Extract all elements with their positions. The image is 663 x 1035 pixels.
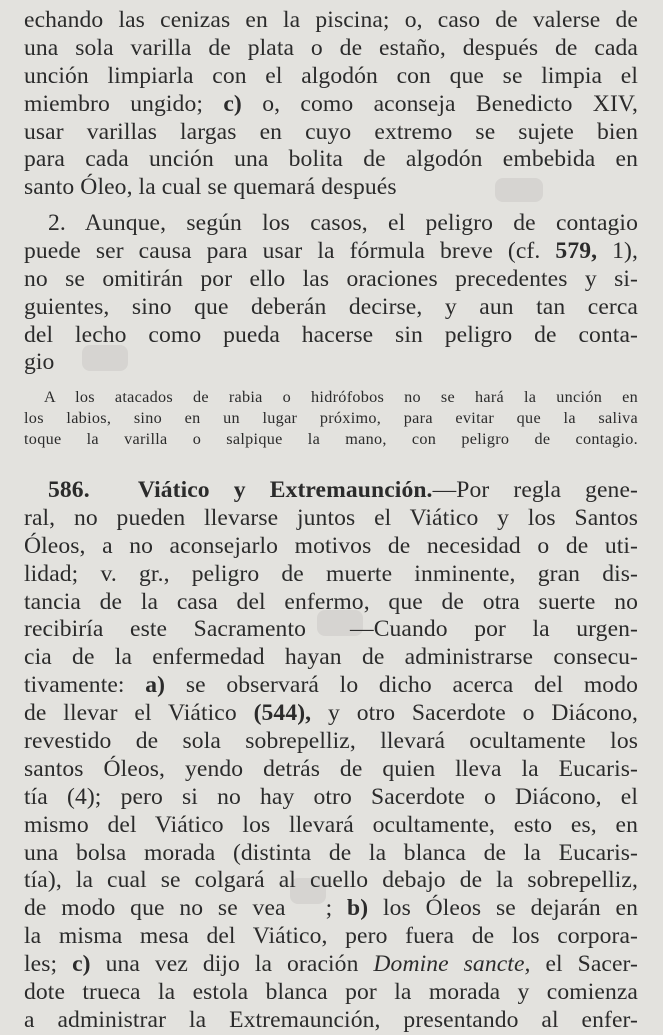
text-line: unción limpiarla con el algodón con que se limpia el bbox=[24, 62, 638, 89]
enumerator: c) bbox=[223, 90, 242, 117]
enumerator: c) bbox=[72, 951, 91, 978]
text-line: dote trueca la estola blanca por la morada y comienza bbox=[24, 979, 638, 1006]
text-line: de llevar el Viático (544), y otro Sacerdote o Diácono, bbox=[24, 700, 639, 727]
enumerator: b) bbox=[347, 895, 369, 922]
note-line: los labios, sino en un lugar próximo, para evitar que la saliva bbox=[24, 409, 638, 427]
text-line: de modo que no se vea ; b) los Óleos se dejarán en bbox=[24, 895, 638, 922]
paragraph-2 bbox=[24, 210, 638, 377]
section-586 bbox=[24, 477, 638, 1035]
text-line: para cada unción una bolita de algodón embebida en bbox=[24, 146, 638, 173]
text-line: gio bbox=[24, 349, 55, 376]
text-line: del lecho como pueda hacerse sin peligro de conta- bbox=[24, 321, 638, 348]
note-line: A los atacados de rabia o hidrófobos no se hará la unción en bbox=[44, 388, 638, 406]
cross-reference: (544), bbox=[253, 700, 312, 727]
text-line: a administrar la Extremaunción, presentando al enfer- bbox=[24, 1006, 638, 1033]
text-line: tancia de la casa del enfermo, que de otra suerte no bbox=[24, 588, 638, 615]
text-line: lidad; v. gr., peligro de muerte inminente, gran dis- bbox=[24, 560, 638, 587]
text-line: ral, no pueden llevarse juntos el Viático y los Santos bbox=[24, 504, 638, 531]
text-line: les; c) una vez dijo la oración Domine sancte, el Sacer- bbox=[24, 951, 639, 978]
text-line: santos Óleos, yendo detrás de quien lleva la Eucaris- bbox=[24, 755, 638, 782]
text-line: la misma mesa del Viático, pero fuera de los corpora- bbox=[24, 923, 638, 950]
text-line: cia de la enfermedad hayan de administrarse consecu- bbox=[24, 644, 638, 671]
text-line: tía (4); pero si no hay otro Sacerdote o Diácono, el bbox=[24, 783, 638, 810]
text-line: recibiría este Sacramento —Cuando por la urgen- bbox=[24, 616, 638, 643]
text-line: puede ser causa para usar la fórmula breve (cf. 579, 1), bbox=[24, 237, 638, 264]
small-print-note bbox=[24, 387, 638, 450]
note-line: toque la varilla o salpique la mano, con peligro de contagio. bbox=[24, 430, 638, 448]
section-title: Viático y Extremaunción. bbox=[137, 477, 433, 503]
text-line: revestido de sola sobrepelliz, llevará ocultamente los bbox=[24, 728, 638, 755]
cross-reference: 579, bbox=[555, 237, 598, 264]
text-line: santo Óleo, la cual se quemará después bbox=[24, 174, 397, 201]
paragraph-continuation bbox=[24, 7, 638, 202]
text-line: usar varillas largas en cuyo extremo se sujete bien bbox=[24, 118, 638, 145]
section-number: 586. bbox=[48, 477, 90, 503]
text-line: echando las cenizas en la piscina; o, caso de valerse de bbox=[24, 7, 638, 33]
text-line: una sola varilla de plata o de estaño, después de cada bbox=[24, 34, 638, 61]
section-heading-line: 586. Viático y Extremaunción.—Por regla gene- bbox=[48, 477, 638, 503]
latin-prayer-title: Domine sancte, bbox=[373, 951, 531, 978]
text-line: 2. Aunque, según los casos, el peligro de contagio bbox=[48, 210, 638, 236]
text-line: guientes, sino que deberán decirse, y aun tan cerca bbox=[24, 293, 638, 320]
text-line: tía), la cual se colgará al cuello debajo de la sobrepelliz, bbox=[24, 867, 638, 894]
text-line: una bolsa morada (distinta de la blanca de la Eucaris- bbox=[24, 839, 638, 866]
text-line: tivamente: a) se observará lo dicho acerca del modo bbox=[24, 672, 638, 699]
enumerator: a) bbox=[145, 672, 166, 699]
text-line: mismo del Viático los llevará ocultamente, esto es, en bbox=[24, 811, 638, 838]
text-line: miembro ungido; c) o, como aconseja Benedicto XIV, bbox=[24, 90, 638, 117]
text-line: no se omitirán por ello las oraciones precedentes y si- bbox=[24, 265, 638, 292]
text-line: Óleos, a no aconsejarlo motivos de necesidad o de uti- bbox=[24, 532, 638, 559]
